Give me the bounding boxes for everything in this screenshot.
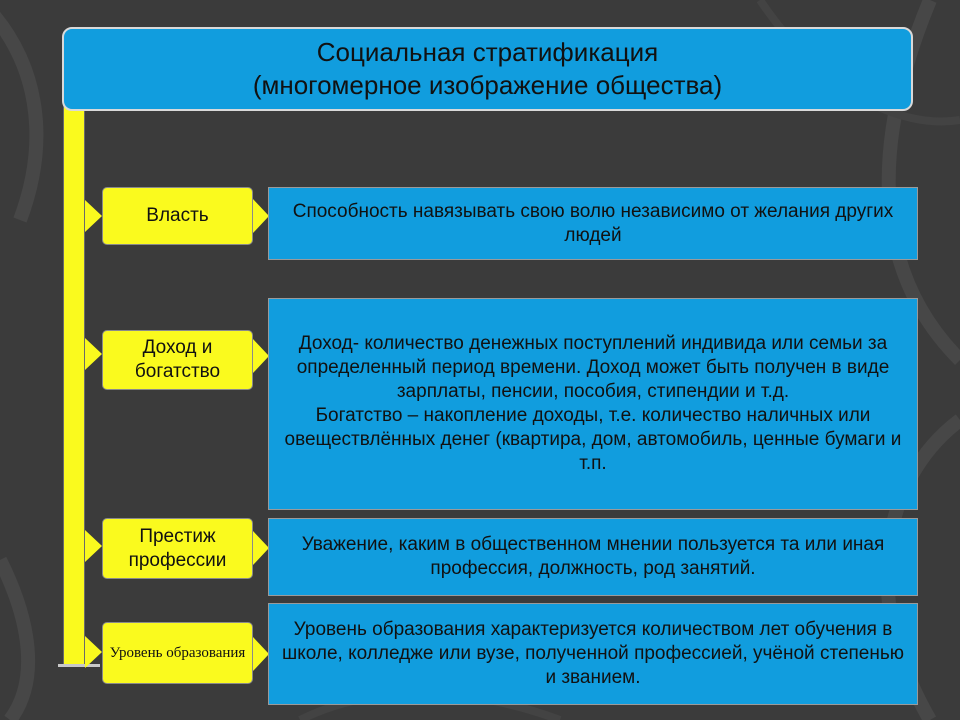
description-power [268,187,918,260]
description-education-text: Уровень образования характеризуется количеством лет обучения в школе, колледже или вузе, полученной профессией, учёной степенью и званием. [281,619,905,688]
description-income-text: Доход- количество денежных поступлений индивида или семьи за определенный период времени. Доход может быть получен в виде зарплаты, пенсии, пособия, стипендии и т.д. [296,333,890,402]
label-power [102,187,253,245]
label-education [102,622,253,684]
label-power-text: Власть [146,205,209,226]
description-power-text: Способность навязывать свою волю независимо от желания других людей [292,200,894,246]
description-wealth-text: Богатство – накопление доходы, т.е. количество наличных или овеществлённых денег (квартира, дом, автомобиль, ценные бумаги и т.п. [284,405,902,474]
label-education-text: Уровень образования [109,645,246,661]
description-income-wealth [268,298,918,510]
arrow-income-wealth [253,339,269,373]
diagram-title [62,27,913,111]
title-line-2: (многомерное изображение общества) [252,70,723,100]
description-prestige [268,518,918,596]
label-income-wealth [102,330,253,390]
title-line-1: Социальная стратификация [316,37,659,67]
description-prestige-text: Уважение, каким в общественном мнении пользуется та или иная профессия, должность, род занятий. [301,534,885,579]
label-prestige [102,518,253,579]
connector-notch-education [85,636,102,668]
connector-notch-prestige [85,530,102,562]
label-prestige-text: Престиж профессии [128,525,227,571]
connector-notch-power [85,200,102,232]
connector-notch-income [85,338,102,370]
arrow-education [253,637,269,671]
vertical-connector-bar [63,104,85,666]
label-income-wealth-text: Доход и богатство [134,337,221,382]
arrow-power [253,199,269,233]
description-education [268,603,918,705]
arrow-prestige [253,531,269,565]
